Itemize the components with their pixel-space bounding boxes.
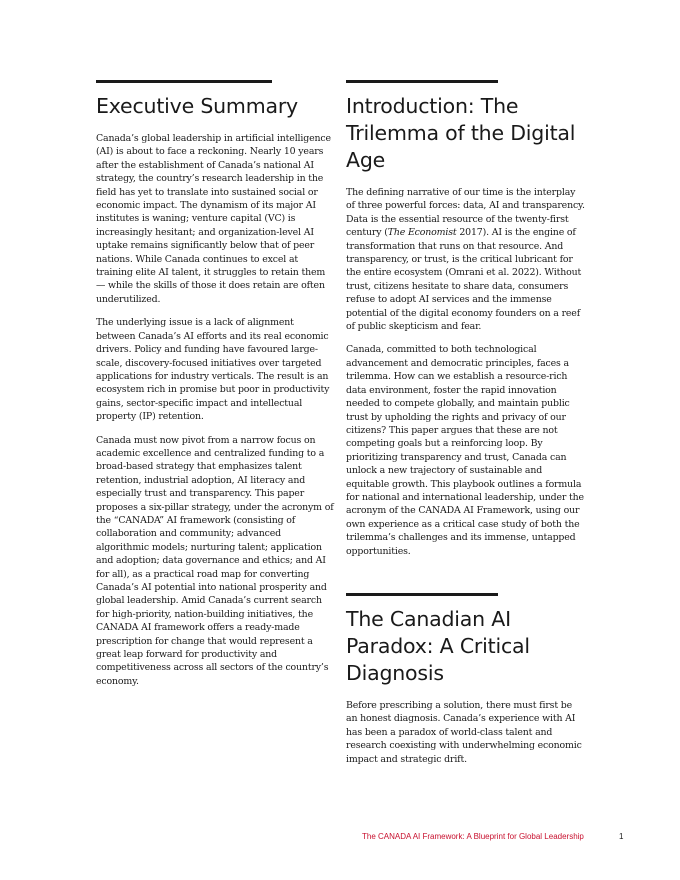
left-column	[96, 80, 336, 698]
page-number: 1	[619, 832, 624, 841]
footer-title: The CANADA AI Framework: A Blueprint for Global Leadership	[362, 832, 584, 841]
intro-paragraph-1	[346, 186, 586, 333]
exec-summary-paragraph-3: Canada must now pivot from a narrow focus on academic excellence and centralized funding to a broad-based strategy that emphasizes talent retention, industrial adoption, AI literacy and especially trust and transparency. This paper proposes a six-pillar strategy, under the acronym of the “CANADA” AI framework (consisting of collaboration and community; advanced algorithmic models; nurturing talent; application and adoption; data governance and ethics; and AI for all), as a practical road map for converting Canada’s AI potential into national prosperity and global leadership. Amid Canada’s current search for high-priority, nation-building initiatives, the CANADA AI framework offers a ready-made prescription for change that would represent a great leap forward for productivity and competitiveness across all sectors of the country’s economy.	[96, 434, 334, 687]
intro-paragraph-2: Canada, committed to both technological advancement and democratic principles, faces a trilemma. How can we establish a resource-rich data environment, foster the rapid innovation needed to compete globally, and maintain public trust by upholding the rights and privacy of our citizens? This paper argues that these are not competing goals but a reinforcing loop. By prioritizing transparency and trust, Canada can unlock a new trajectory of sustainable and equitable growth. This playbook outlines a formula for national and international leadership, under the acronym of the CANADA AI Framework, using our own experience as a critical case study of both the trilemma’s challenges and its immense, untapped opportunities.	[346, 344, 584, 557]
heading-rule	[346, 593, 498, 596]
heading-paradox: The Canadian AI Paradox: A Critical Diagnosis	[346, 607, 530, 685]
intro-text-a: The defining narrative of our time is the interplay of three powerful forces: data, AI and transparency. Data is the essential resource of the twenty-first century (	[346, 187, 585, 239]
intro-text-b: 2017). AI is the engine of transformation that runs on that resource. And transparency, or trust, is the critical lubricant for the entire ecosystem (Omrani et al. 2022). Without trust, citizens hesitate to share data, consumers refuse to adopt AI services and the immense potential of the digital economy founders on a reef of public skepticism and fear.	[346, 227, 582, 333]
heading-rule	[96, 80, 272, 83]
exec-summary-paragraph-2: The underlying issue is a lack of alignment between Canada’s AI efforts and its real economic drivers. Policy and funding have favoured large-scale, discovery-focused initiatives over targeted applications for industry verticals. The result is an ecosystem rich in promise but poor in productivity gains, sector-specific impact and intellectual property (IP) retention.	[96, 317, 330, 423]
right-column	[346, 80, 586, 568]
heading-rule	[346, 80, 498, 83]
paradox-paragraph-1: Before prescribing a solution, there must first be an honest diagnosis. Canada’s experience with AI has been a paradox of world-class talent and research coexisting with underwhelming economic impact and strategic drift.	[346, 700, 582, 765]
paradox-section	[346, 593, 586, 776]
exec-summary-paragraph-1: Canada’s global leadership in artificial intelligence (AI) is about to face a reckoning. Nearly 10 years after the establishment of Canada’s national AI strategy, the country’s research leadership in the field has yet to translate into sustained social or economic impact. The dynamism of its major AI institutes is waning; venture capital (VC) is increasingly hesitant; and organization-level AI uptake remains significantly below that of peer nations. While Canada continues to excel at training elite AI talent, it struggles to retain them — while the skills of those it does retain are often underutilized.	[96, 133, 331, 305]
heading-introduction: Introduction: The Trilemma of the Digital Age	[346, 94, 576, 172]
citation-italic: The Economist	[387, 227, 457, 239]
heading-executive-summary: Executive Summary	[96, 94, 298, 118]
